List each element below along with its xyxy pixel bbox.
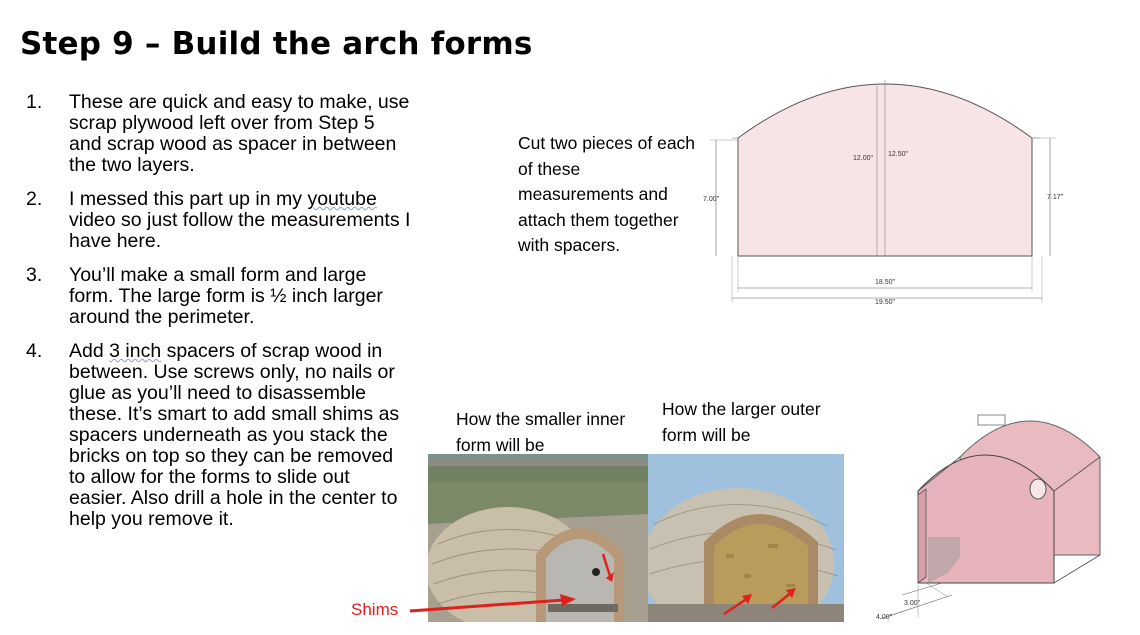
step-number: 1. [26,91,43,113]
outer-center-height-label: 12.50" [888,151,909,158]
large-form-photo [648,454,844,622]
model-center-hole [1030,479,1046,499]
inner-center-height-label: 12.00" [852,155,873,162]
model-ext-line [926,583,948,597]
spacer-size-text: 3 inch [109,340,162,362]
step-text: You’ll make a small form and large form. The large form is ½ inch larger around the perimeter. [69,264,383,328]
slide-title: Step 9 – Build the arch forms [20,26,533,62]
shims-label: Shims [351,600,399,619]
model-left-leg [918,489,926,583]
model-depth-inner-label: 3.00" [904,600,921,607]
large-form-caption: How the larger outer form will be [662,399,821,445]
small-form-caption: How the smaller inner form will be [456,409,626,453]
step-text-after: video so just follow the measurements I have here. [69,209,411,252]
outer-width-label: 19.50" [874,299,896,306]
model-depth-inner-line [902,583,942,595]
arch-form-3d-model [860,405,1130,625]
shims-arrow [404,594,584,616]
step-text-after: spacers of scrap wood in between. Use screws only, no nails or glue as you’ll need to disassemble these. It’s smart to add small shims as spacers underneath as you stack the bricks on top so they can be removed to allow for the forms to slide out easier. Also drill a hole in the center to help you remove it. [69,340,400,530]
right-height-label: 7.17" [1047,194,1064,201]
instruction-list [26,92,411,543]
arch-form-dimension-drawing [690,70,1090,320]
left-height-label: 7.00" [703,196,720,203]
step-text [69,189,411,252]
inner-width-label: 18.50" [874,279,896,286]
instruction-step-4 [26,341,411,530]
step-text-before: I messed this part up in my [69,188,308,210]
step-text [69,341,411,530]
cut-instructions-caption: Cut two pieces of each of these measurements and attach them together with spacers. [518,133,696,255]
model-depth-outer-label: 4.00" [876,614,893,621]
step-number: 4. [26,340,43,362]
instruction-step-3 [26,265,411,328]
step-text: These are quick and easy to make, use scrap plywood left over from Step 5 and scrap wood as spacer in between the two layers. [69,91,410,176]
model-spacer-block [978,415,1005,425]
instruction-step-2 [26,189,411,252]
step-number: 3. [26,264,43,286]
step-number: 2. [26,188,43,210]
instruction-step-1 [26,92,411,176]
step-text-before: Add [69,340,110,362]
youtube-link-text[interactable]: youtube [307,188,377,210]
